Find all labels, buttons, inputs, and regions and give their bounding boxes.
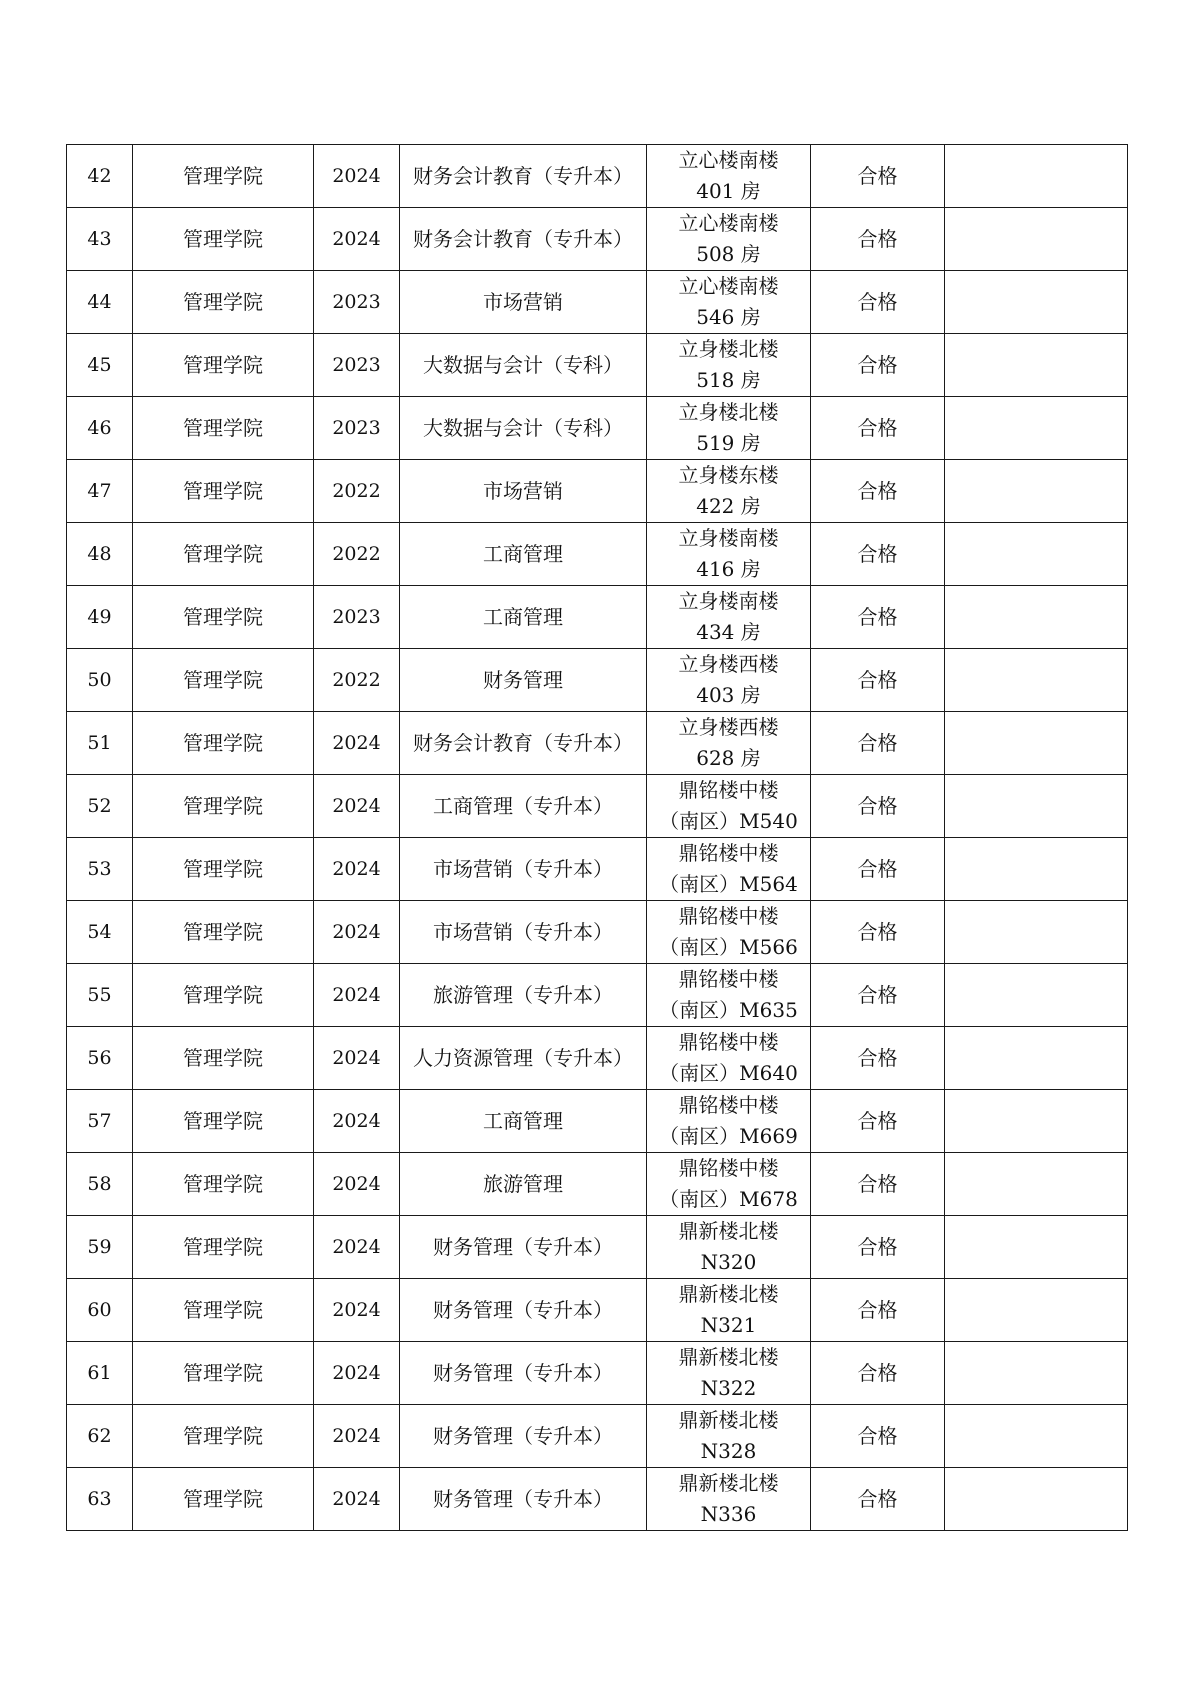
table-row (67, 397, 1128, 460)
room-number: 546 房 (696, 305, 761, 329)
major-cell: 人力资源管理（专升本） (400, 1027, 647, 1090)
row-number-cell: 54 (67, 901, 133, 964)
college-cell: 管理学院 (133, 1027, 314, 1090)
room-cell (647, 1405, 811, 1468)
room-building: 鼎铭楼中楼 (678, 967, 779, 991)
college-cell: 管理学院 (133, 1090, 314, 1153)
major-cell: 大数据与会计（专科） (400, 334, 647, 397)
major-cell: 财务会计教育（专升本） (400, 145, 647, 208)
year-cell: 2024 (314, 1468, 400, 1531)
room-number: 628 房 (696, 746, 761, 770)
table-row (67, 838, 1128, 901)
room-cell (647, 1027, 811, 1090)
result-cell: 合格 (811, 1468, 945, 1531)
room-number: （南区）M564 (659, 872, 798, 896)
row-number-cell: 55 (67, 964, 133, 1027)
college-cell: 管理学院 (133, 1279, 314, 1342)
result-cell: 合格 (811, 901, 945, 964)
room-building: 立身楼北楼 (678, 337, 779, 361)
year-cell: 2024 (314, 1279, 400, 1342)
year-cell: 2023 (314, 586, 400, 649)
table-row (67, 1090, 1128, 1153)
result-cell: 合格 (811, 838, 945, 901)
room-number: 434 房 (696, 620, 761, 644)
year-cell: 2023 (314, 397, 400, 460)
college-cell: 管理学院 (133, 460, 314, 523)
note-cell (945, 1468, 1128, 1531)
row-number-cell: 53 (67, 838, 133, 901)
note-cell (945, 334, 1128, 397)
college-cell: 管理学院 (133, 1405, 314, 1468)
table-row (67, 712, 1128, 775)
major-cell: 市场营销 (400, 460, 647, 523)
room-cell (647, 1153, 811, 1216)
room-number: 416 房 (696, 557, 761, 581)
room-building: 鼎新楼北楼 (678, 1282, 779, 1306)
room-cell (647, 334, 811, 397)
college-cell: 管理学院 (133, 586, 314, 649)
college-cell: 管理学院 (133, 523, 314, 586)
year-cell: 2022 (314, 523, 400, 586)
room-cell (647, 397, 811, 460)
college-cell: 管理学院 (133, 901, 314, 964)
major-cell: 工商管理（专升本） (400, 775, 647, 838)
room-cell (647, 208, 811, 271)
table-row (67, 1468, 1128, 1531)
year-cell: 2024 (314, 145, 400, 208)
major-cell: 市场营销（专升本） (400, 838, 647, 901)
room-number: （南区）M540 (659, 809, 798, 833)
room-number: N336 (700, 1502, 757, 1526)
note-cell (945, 1153, 1128, 1216)
table-row (67, 649, 1128, 712)
note-cell (945, 208, 1128, 271)
table-row (67, 208, 1128, 271)
row-number-cell: 46 (67, 397, 133, 460)
year-cell: 2024 (314, 901, 400, 964)
major-cell: 市场营销 (400, 271, 647, 334)
room-cell (647, 1216, 811, 1279)
row-number-cell: 43 (67, 208, 133, 271)
room-cell (647, 271, 811, 334)
result-cell: 合格 (811, 586, 945, 649)
room-cell (647, 838, 811, 901)
major-cell: 财务管理（专升本） (400, 1342, 647, 1405)
room-building: 立身楼西楼 (678, 652, 779, 676)
note-cell (945, 271, 1128, 334)
result-cell: 合格 (811, 208, 945, 271)
room-building: 鼎新楼北楼 (678, 1345, 779, 1369)
college-cell: 管理学院 (133, 397, 314, 460)
room-cell (647, 964, 811, 1027)
room-number: （南区）M669 (659, 1124, 798, 1148)
room-number: N321 (700, 1313, 757, 1337)
result-cell: 合格 (811, 775, 945, 838)
row-number-cell: 56 (67, 1027, 133, 1090)
college-cell: 管理学院 (133, 145, 314, 208)
room-number: N328 (700, 1439, 757, 1463)
room-building: 鼎铭楼中楼 (678, 1030, 779, 1054)
room-number: （南区）M640 (659, 1061, 798, 1085)
room-number: 518 房 (696, 368, 761, 392)
year-cell: 2022 (314, 649, 400, 712)
note-cell (945, 1090, 1128, 1153)
table-row (67, 1405, 1128, 1468)
college-cell: 管理学院 (133, 271, 314, 334)
room-cell (647, 901, 811, 964)
row-number-cell: 57 (67, 1090, 133, 1153)
room-building: 鼎新楼北楼 (678, 1471, 779, 1495)
room-number: N320 (700, 1250, 757, 1274)
row-number-cell: 61 (67, 1342, 133, 1405)
note-cell (945, 901, 1128, 964)
room-cell (647, 1090, 811, 1153)
row-number-cell: 52 (67, 775, 133, 838)
result-cell: 合格 (811, 523, 945, 586)
table-row (67, 523, 1128, 586)
note-cell (945, 397, 1128, 460)
table-row (67, 964, 1128, 1027)
college-cell: 管理学院 (133, 1342, 314, 1405)
room-cell (647, 1468, 811, 1531)
row-number-cell: 44 (67, 271, 133, 334)
college-cell: 管理学院 (133, 649, 314, 712)
note-cell (945, 586, 1128, 649)
room-building: 立身楼北楼 (678, 400, 779, 424)
note-cell (945, 1279, 1128, 1342)
result-cell: 合格 (811, 1279, 945, 1342)
room-building: 立心楼南楼 (678, 274, 779, 298)
year-cell: 2022 (314, 460, 400, 523)
college-cell: 管理学院 (133, 208, 314, 271)
room-cell (647, 712, 811, 775)
room-cell (647, 523, 811, 586)
row-number-cell: 51 (67, 712, 133, 775)
result-cell: 合格 (811, 145, 945, 208)
table-row (67, 1342, 1128, 1405)
room-number: （南区）M635 (659, 998, 798, 1022)
major-cell: 财务会计教育（专升本） (400, 712, 647, 775)
year-cell: 2024 (314, 1027, 400, 1090)
result-cell: 合格 (811, 1216, 945, 1279)
result-cell: 合格 (811, 460, 945, 523)
table-row (67, 460, 1128, 523)
room-number: （南区）M678 (659, 1187, 798, 1211)
room-building: 鼎铭楼中楼 (678, 841, 779, 865)
note-cell (945, 460, 1128, 523)
row-number-cell: 62 (67, 1405, 133, 1468)
year-cell: 2024 (314, 964, 400, 1027)
major-cell: 旅游管理（专升本） (400, 964, 647, 1027)
row-number-cell: 59 (67, 1216, 133, 1279)
note-cell (945, 649, 1128, 712)
row-number-cell: 42 (67, 145, 133, 208)
note-cell (945, 775, 1128, 838)
table-row (67, 145, 1128, 208)
room-building: 立身楼南楼 (678, 589, 779, 613)
major-cell: 财务会计教育（专升本） (400, 208, 647, 271)
college-cell: 管理学院 (133, 838, 314, 901)
note-cell (945, 145, 1128, 208)
note-cell (945, 1027, 1128, 1090)
row-number-cell: 63 (67, 1468, 133, 1531)
table-row (67, 586, 1128, 649)
row-number-cell: 48 (67, 523, 133, 586)
room-building: 鼎新楼北楼 (678, 1408, 779, 1432)
room-cell (647, 775, 811, 838)
room-building: 立身楼西楼 (678, 715, 779, 739)
result-cell: 合格 (811, 1090, 945, 1153)
major-cell: 财务管理 (400, 649, 647, 712)
table-row (67, 1279, 1128, 1342)
major-cell: 财务管理（专升本） (400, 1279, 647, 1342)
row-number-cell: 45 (67, 334, 133, 397)
room-building: 鼎铭楼中楼 (678, 904, 779, 928)
room-number: N322 (700, 1376, 757, 1400)
year-cell: 2024 (314, 712, 400, 775)
result-cell: 合格 (811, 1405, 945, 1468)
table-row (67, 271, 1128, 334)
year-cell: 2024 (314, 838, 400, 901)
college-cell: 管理学院 (133, 775, 314, 838)
table-row (67, 1027, 1128, 1090)
room-building: 立心楼南楼 (678, 148, 779, 172)
room-number: 519 房 (696, 431, 761, 455)
table-row (67, 901, 1128, 964)
row-number-cell: 47 (67, 460, 133, 523)
year-cell: 2024 (314, 1090, 400, 1153)
college-cell: 管理学院 (133, 1153, 314, 1216)
major-cell: 工商管理 (400, 523, 647, 586)
table-row (67, 1153, 1128, 1216)
year-cell: 2023 (314, 271, 400, 334)
room-cell (647, 649, 811, 712)
year-cell: 2024 (314, 1216, 400, 1279)
note-cell (945, 964, 1128, 1027)
row-number-cell: 50 (67, 649, 133, 712)
note-cell (945, 712, 1128, 775)
room-cell (647, 586, 811, 649)
year-cell: 2024 (314, 775, 400, 838)
room-building: 鼎铭楼中楼 (678, 1156, 779, 1180)
note-cell (945, 1216, 1128, 1279)
room-building: 立身楼南楼 (678, 526, 779, 550)
dormitory-inspection-table (66, 144, 1128, 1531)
table-row (67, 775, 1128, 838)
result-cell: 合格 (811, 334, 945, 397)
room-number: （南区）M566 (659, 935, 798, 959)
room-building: 立心楼南楼 (678, 211, 779, 235)
year-cell: 2024 (314, 1342, 400, 1405)
major-cell: 工商管理 (400, 1090, 647, 1153)
result-cell: 合格 (811, 964, 945, 1027)
note-cell (945, 1405, 1128, 1468)
major-cell: 财务管理（专升本） (400, 1216, 647, 1279)
room-cell (647, 1279, 811, 1342)
room-cell (647, 1342, 811, 1405)
major-cell: 财务管理（专升本） (400, 1468, 647, 1531)
result-cell: 合格 (811, 1153, 945, 1216)
year-cell: 2024 (314, 208, 400, 271)
major-cell: 旅游管理 (400, 1153, 647, 1216)
major-cell: 市场营销（专升本） (400, 901, 647, 964)
room-number: 422 房 (696, 494, 761, 518)
table-body (67, 145, 1128, 1531)
note-cell (945, 523, 1128, 586)
room-number: 403 房 (696, 683, 761, 707)
row-number-cell: 58 (67, 1153, 133, 1216)
note-cell (945, 838, 1128, 901)
result-cell: 合格 (811, 649, 945, 712)
major-cell: 工商管理 (400, 586, 647, 649)
college-cell: 管理学院 (133, 964, 314, 1027)
table-row (67, 1216, 1128, 1279)
room-number: 401 房 (696, 179, 761, 203)
room-building: 立身楼东楼 (678, 463, 779, 487)
room-building: 鼎铭楼中楼 (678, 1093, 779, 1117)
result-cell: 合格 (811, 271, 945, 334)
college-cell: 管理学院 (133, 1216, 314, 1279)
row-number-cell: 60 (67, 1279, 133, 1342)
room-number: 508 房 (696, 242, 761, 266)
result-cell: 合格 (811, 1342, 945, 1405)
note-cell (945, 1342, 1128, 1405)
year-cell: 2024 (314, 1405, 400, 1468)
row-number-cell: 49 (67, 586, 133, 649)
year-cell: 2023 (314, 334, 400, 397)
college-cell: 管理学院 (133, 1468, 314, 1531)
college-cell: 管理学院 (133, 334, 314, 397)
table-row (67, 334, 1128, 397)
room-cell (647, 145, 811, 208)
result-cell: 合格 (811, 712, 945, 775)
room-building: 鼎铭楼中楼 (678, 778, 779, 802)
college-cell: 管理学院 (133, 712, 314, 775)
room-cell (647, 460, 811, 523)
room-building: 鼎新楼北楼 (678, 1219, 779, 1243)
result-cell: 合格 (811, 1027, 945, 1090)
major-cell: 大数据与会计（专科） (400, 397, 647, 460)
major-cell: 财务管理（专升本） (400, 1405, 647, 1468)
result-cell: 合格 (811, 397, 945, 460)
year-cell: 2024 (314, 1153, 400, 1216)
